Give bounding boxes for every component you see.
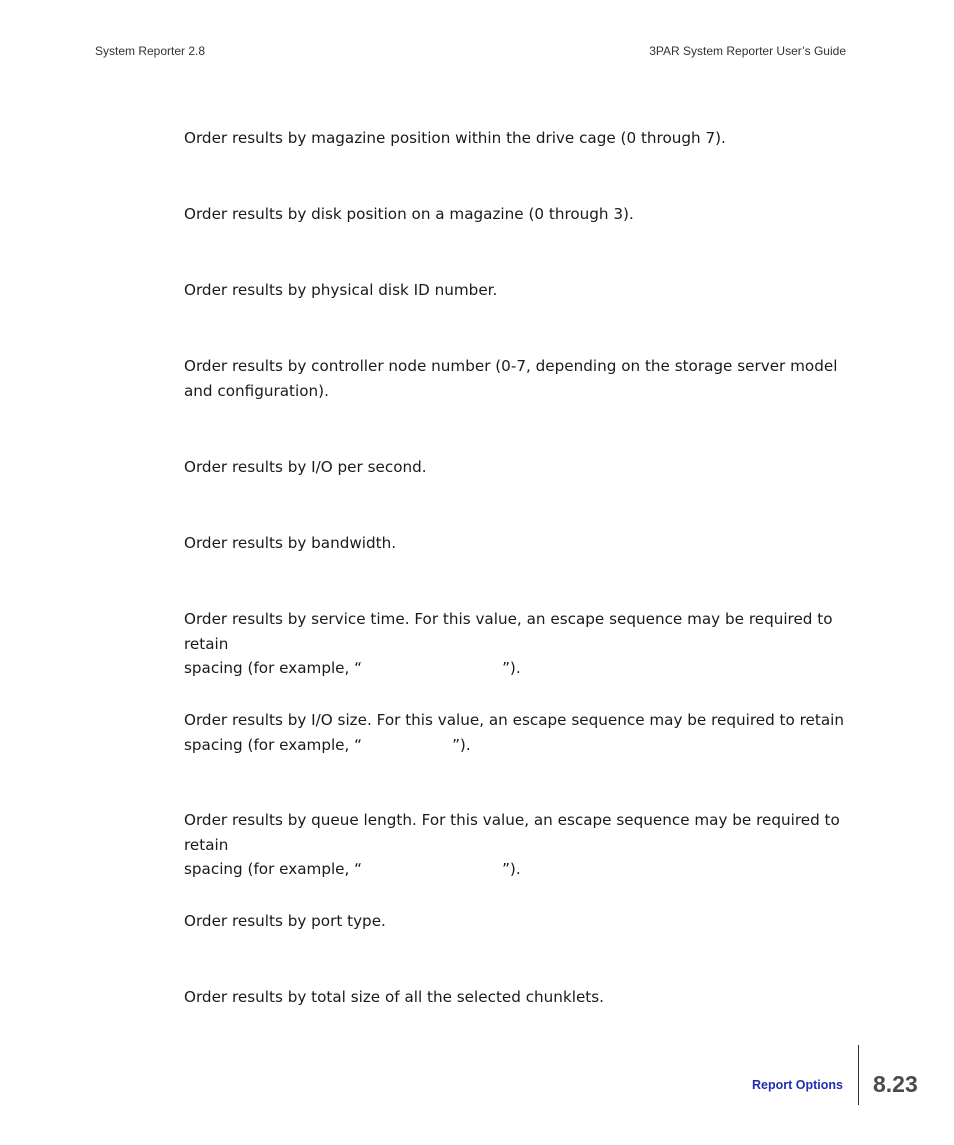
option-description: Order results by bandwidth.: [184, 534, 397, 552]
sort-option-io-per-second: [184, 455, 862, 480]
footer-divider: [858, 1045, 859, 1105]
option-description: Order results by total size of all the selected chunklets.: [184, 988, 604, 1006]
sort-option-chunklet-size: [184, 985, 862, 1010]
example-prefix: spacing (for example, “: [184, 735, 363, 754]
option-description-line1: Order results by I/O size. For this value, an escape sequence may be required to retain: [184, 711, 844, 729]
example-prefix: spacing (for example, “: [184, 659, 363, 677]
running-header-left: System Reporter 2.8: [95, 44, 206, 58]
sort-option-queue-length: [184, 808, 862, 882]
option-description: Order results by port type.: [184, 912, 386, 930]
option-description: Order results by physical disk ID number.: [184, 281, 498, 299]
option-description: [184, 607, 862, 681]
sort-option-disk-position: [184, 202, 862, 227]
option-description: Order results by controller node number (0-7, depending on the storage server model and configuration).: [184, 357, 838, 400]
example-suffix: ”).: [452, 735, 471, 754]
example-prefix: spacing (for example, “: [184, 860, 363, 878]
sort-option-controller-node: [184, 354, 862, 403]
running-header-right: 3PAR System Reporter User’s Guide: [649, 44, 846, 58]
option-description: Order results by magazine position within the drive cage (0 through 7).: [184, 129, 726, 147]
option-description: [184, 708, 862, 757]
sort-option-physical-disk-id: [184, 278, 862, 303]
example-suffix: ”).: [502, 860, 521, 878]
example-suffix: ”).: [502, 659, 521, 677]
option-description: Order results by disk position on a magazine (0 through 3).: [184, 205, 634, 223]
sort-option-port-type: [184, 909, 862, 934]
option-description-line1: Order results by queue length. For this value, an escape sequence may be required to retain: [184, 811, 840, 854]
page-number: 8.23: [873, 1071, 918, 1097]
option-description: [184, 808, 862, 882]
sort-option-service-time: [184, 607, 862, 681]
sort-option-io-size: [184, 708, 862, 757]
footer-section-title: Report Options: [752, 1078, 843, 1092]
sort-option-bandwidth: [184, 531, 862, 556]
option-description-line1: Order results by service time. For this value, an escape sequence may be required to retain: [184, 610, 833, 653]
option-description: Order results by I/O per second.: [184, 458, 427, 476]
sort-option-magazine-position: [184, 126, 862, 151]
